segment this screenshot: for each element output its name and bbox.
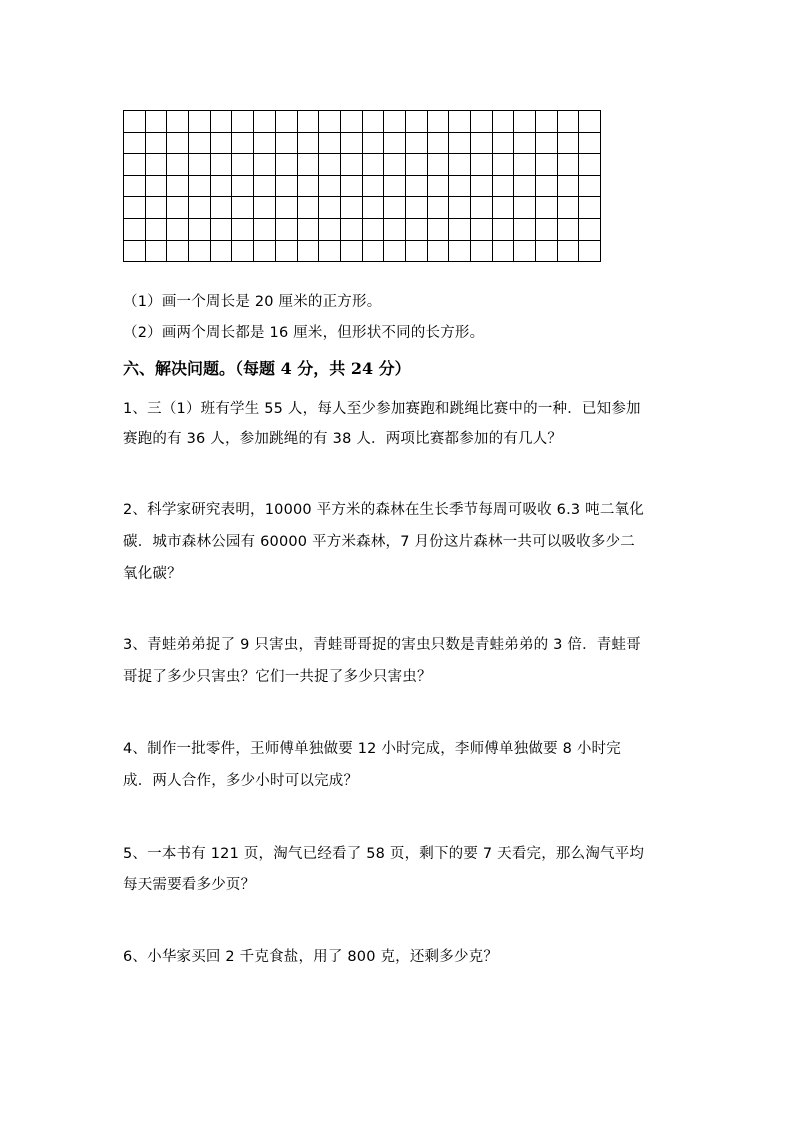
- grid-cell: [340, 132, 362, 154]
- grid-cell: [340, 175, 362, 197]
- grid-cell: [189, 197, 211, 219]
- grid-cell: [124, 197, 146, 219]
- grid-cell: [340, 154, 362, 176]
- grid-row: [124, 111, 601, 133]
- grid-cell: [232, 175, 254, 197]
- grid-cell: [557, 218, 579, 240]
- grid-cell: [405, 197, 427, 219]
- grid-cell: [319, 240, 341, 262]
- grid-cell: [405, 111, 427, 133]
- grid-cell: [384, 175, 406, 197]
- grid-cell: [557, 111, 579, 133]
- grid-cell: [579, 132, 601, 154]
- grid-cell: [254, 132, 276, 154]
- grid-cell: [145, 240, 167, 262]
- grid-table: [123, 110, 601, 262]
- grid-cell: [297, 154, 319, 176]
- grid-cell: [189, 154, 211, 176]
- grid-cell: [449, 175, 471, 197]
- grid-cell: [275, 197, 297, 219]
- grid-cell: [124, 154, 146, 176]
- grid-row: [124, 240, 601, 262]
- grid-cell: [536, 111, 558, 133]
- grid-cell: [167, 132, 189, 154]
- problem-line: 碳．城市森林公园有 60000 平方米森林，7 月份这片森林一共可以吸收多少二: [123, 534, 635, 550]
- grid-cell: [514, 218, 536, 240]
- grid-cell: [579, 218, 601, 240]
- grid-cell: [340, 197, 362, 219]
- problem-line: 6、小华家买回 2 千克食盐，用了 800 克，还剩多少克？: [123, 949, 499, 965]
- grid-cell: [362, 175, 384, 197]
- grid-row: [124, 132, 601, 154]
- grid-cell: [449, 111, 471, 133]
- grid-cell: [514, 154, 536, 176]
- grid-row: [124, 197, 601, 219]
- problem-line: 5、一本书有 121 页，淘气已经看了 58 页，剩下的要 7 天看完，那么淘气平均: [123, 846, 645, 862]
- grid-cell: [557, 197, 579, 219]
- grid-cell: [319, 218, 341, 240]
- grid-cell: [275, 175, 297, 197]
- grid-cell: [427, 111, 449, 133]
- grid-cell: [189, 111, 211, 133]
- grid-cell: [536, 197, 558, 219]
- grid-cell: [254, 218, 276, 240]
- grid-cell: [405, 175, 427, 197]
- grid-cell: [557, 132, 579, 154]
- problem-line: 4、制作一批零件，王师傅单独做要 12 小时完成，李师傅单独做要 8 小时完: [123, 741, 621, 757]
- grid-cell: [471, 240, 493, 262]
- grid-cell: [297, 197, 319, 219]
- grid-cell: [167, 111, 189, 133]
- grid-cell: [124, 111, 146, 133]
- problem-line: 氧化碳？: [123, 566, 182, 582]
- grid-cell: [579, 111, 601, 133]
- grid-cell: [536, 175, 558, 197]
- grid-cell: [449, 197, 471, 219]
- grid-cell: [405, 218, 427, 240]
- grid-cell: [319, 154, 341, 176]
- grid-cell: [492, 240, 514, 262]
- drawing-grid: [123, 110, 601, 262]
- grid-cell: [362, 218, 384, 240]
- problem-line: 哥捉了多少只害虫？它们一共捉了多少只害虫？: [123, 669, 432, 685]
- grid-cell: [319, 175, 341, 197]
- grid-cell: [254, 111, 276, 133]
- problem-line: 成．两人合作，多少小时可以完成？: [123, 773, 359, 789]
- grid-cell: [254, 175, 276, 197]
- grid-cell: [297, 111, 319, 133]
- grid-cell: [210, 218, 232, 240]
- grid-cell: [232, 218, 254, 240]
- grid-cell: [145, 175, 167, 197]
- grid-cell: [514, 240, 536, 262]
- grid-cell: [384, 111, 406, 133]
- grid-row: [124, 175, 601, 197]
- grid-cell: [362, 154, 384, 176]
- grid-cell: [340, 218, 362, 240]
- grid-cell: [536, 218, 558, 240]
- grid-row: [124, 218, 601, 240]
- grid-cell: [427, 132, 449, 154]
- grid-cell: [492, 197, 514, 219]
- problem-line: 1、三（1）班有学生 55 人，每人至少参加赛跑和跳绳比赛中的一种．已知参加: [123, 401, 641, 417]
- grid-cell: [210, 240, 232, 262]
- grid-cell: [427, 240, 449, 262]
- problem-line: 赛跑的有 36 人，参加跳绳的有 38 人．两项比赛都参加的有几人？: [123, 431, 563, 447]
- grid-cell: [362, 132, 384, 154]
- grid-cell: [340, 240, 362, 262]
- grid-cell: [167, 240, 189, 262]
- grid-cell: [167, 197, 189, 219]
- grid-cell: [471, 154, 493, 176]
- grid-cell: [536, 132, 558, 154]
- grid-cell: [145, 197, 167, 219]
- grid-cell: [167, 154, 189, 176]
- grid-cell: [362, 197, 384, 219]
- grid-cell: [514, 175, 536, 197]
- grid-cell: [405, 132, 427, 154]
- grid-cell: [254, 154, 276, 176]
- problem-line: 每天需要看多少页？: [123, 877, 256, 893]
- grid-cell: [492, 111, 514, 133]
- grid-cell: [427, 218, 449, 240]
- grid-cell: [514, 197, 536, 219]
- grid-cell: [384, 218, 406, 240]
- grid-cell: [384, 240, 406, 262]
- grid-cell: [210, 154, 232, 176]
- grid-cell: [145, 218, 167, 240]
- grid-cell: [449, 240, 471, 262]
- grid-cell: [145, 154, 167, 176]
- grid-cell: [232, 240, 254, 262]
- grid-cell: [297, 218, 319, 240]
- grid-cell: [210, 111, 232, 133]
- grid-cell: [557, 240, 579, 262]
- grid-cell: [232, 197, 254, 219]
- grid-cell: [427, 175, 449, 197]
- grid-cell: [427, 197, 449, 219]
- grid-cell: [210, 175, 232, 197]
- grid-cell: [232, 154, 254, 176]
- grid-cell: [275, 132, 297, 154]
- grid-cell: [275, 154, 297, 176]
- grid-cell: [471, 175, 493, 197]
- problem-line: 3、青蛙弟弟捉了 9 只害虫，青蛙哥哥捉的害虫只数是青蛙弟弟的 3 倍．青蛙哥: [123, 637, 641, 653]
- grid-cell: [536, 154, 558, 176]
- grid-cell: [319, 132, 341, 154]
- grid-cell: [449, 218, 471, 240]
- grid-cell: [471, 111, 493, 133]
- task-1: （1）画一个周长是 20 厘米的正方形。: [123, 294, 382, 310]
- grid-cell: [471, 197, 493, 219]
- grid-cell: [449, 132, 471, 154]
- grid-cell: [384, 132, 406, 154]
- grid-cell: [405, 154, 427, 176]
- grid-cell: [189, 240, 211, 262]
- grid-cell: [167, 175, 189, 197]
- grid-cell: [514, 111, 536, 133]
- grid-cell: [254, 197, 276, 219]
- grid-cell: [492, 132, 514, 154]
- grid-cell: [579, 154, 601, 176]
- grid-cell: [297, 132, 319, 154]
- grid-cell: [427, 154, 449, 176]
- grid-cell: [167, 218, 189, 240]
- grid-cell: [340, 111, 362, 133]
- grid-cell: [275, 111, 297, 133]
- grid-cell: [384, 154, 406, 176]
- grid-cell: [189, 175, 211, 197]
- grid-cell: [189, 132, 211, 154]
- grid-cell: [471, 218, 493, 240]
- grid-row: [124, 154, 601, 176]
- grid-cell: [471, 132, 493, 154]
- grid-cell: [492, 175, 514, 197]
- grid-cell: [297, 175, 319, 197]
- grid-cell: [145, 111, 167, 133]
- grid-cell: [492, 218, 514, 240]
- grid-cell: [557, 175, 579, 197]
- grid-cell: [405, 240, 427, 262]
- grid-cell: [232, 132, 254, 154]
- grid-cell: [579, 240, 601, 262]
- grid-cell: [579, 175, 601, 197]
- grid-cell: [297, 240, 319, 262]
- grid-cell: [210, 132, 232, 154]
- grid-cell: [124, 240, 146, 262]
- problem-line: 2、科学家研究表明，10000 平方米的森林在生长季节每周可吸收 6.3 吨二氧化: [123, 502, 644, 518]
- grid-cell: [362, 240, 384, 262]
- grid-cell: [254, 240, 276, 262]
- grid-cell: [232, 111, 254, 133]
- grid-cell: [124, 132, 146, 154]
- section-title: 六、解决问题。（每题 4 分，共 24 分）: [123, 359, 411, 378]
- grid-cell: [362, 111, 384, 133]
- grid-cell: [124, 175, 146, 197]
- task-2: （2）画两个周长都是 16 厘米，但形状不同的长方形。: [123, 325, 485, 341]
- grid-cell: [210, 197, 232, 219]
- grid-cell: [536, 240, 558, 262]
- grid-cell: [557, 154, 579, 176]
- grid-cell: [124, 218, 146, 240]
- grid-cell: [275, 240, 297, 262]
- grid-cell: [145, 132, 167, 154]
- grid-cell: [384, 197, 406, 219]
- grid-cell: [514, 132, 536, 154]
- grid-cell: [319, 111, 341, 133]
- grid-cell: [189, 218, 211, 240]
- grid-cell: [579, 197, 601, 219]
- grid-cell: [492, 154, 514, 176]
- grid-cell: [449, 154, 471, 176]
- grid-cell: [275, 218, 297, 240]
- grid-cell: [319, 197, 341, 219]
